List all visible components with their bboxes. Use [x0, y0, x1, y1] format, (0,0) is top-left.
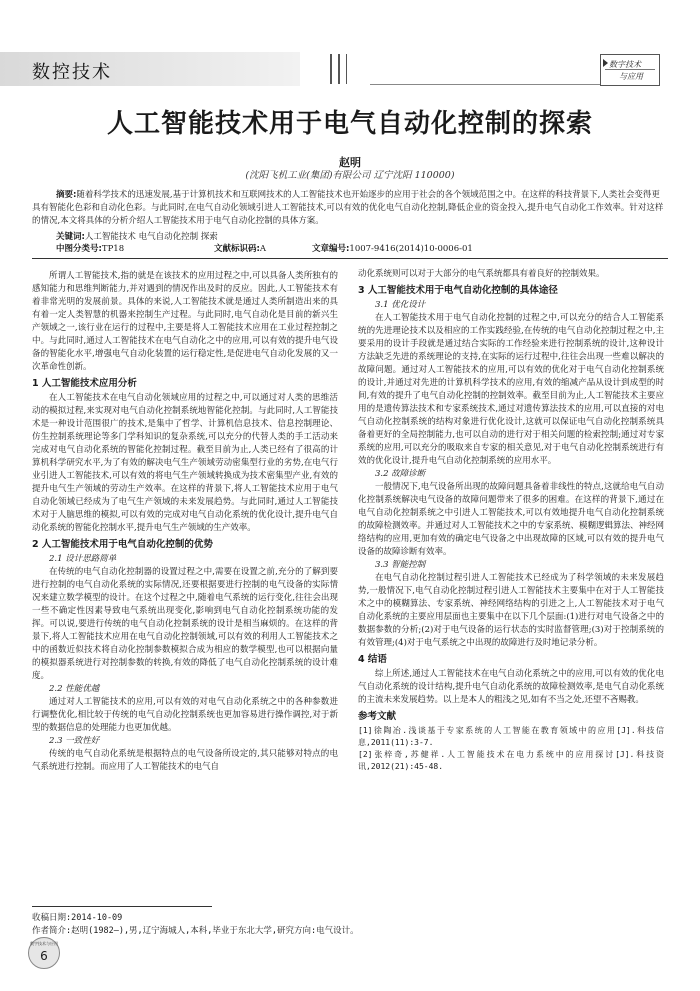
footnote-rule — [32, 906, 212, 907]
section-2-3-paragraph: 传统的电气自动化系统是根据特点的电气设备所设定的,其只能够对特点的电气系统进行控制。而应用了人工智能技术的电气自 — [32, 749, 338, 772]
section-2-heading: 2 人工智能技术用于电气自动化控制的优势 — [32, 539, 213, 550]
play-arrow-icon — [603, 59, 608, 67]
references-heading: 参考文献 — [358, 711, 397, 722]
section-3-1-paragraph: 在人工智能技术用于电气自动化控制的过程之中,可以充分的结合人工智能系统的先进理论技术以及相应的工作实践经验,在传统的电气自动化控制过程之中,主要采用的设计手段就是通过结合实际的工作经验来进行控制系统的设计,这种设计方法缺乏先进的系统理论的支持,在实际的运行过程中,往往会出现一些难以解决的故障问题。通过对人工智能技术的应用,可以有效的优化对于电气自动化控制系统的设计,并通过对先进的计算机科学技术的应用,有效的缩减产品从设计到成型的时间,有效的提升了电气自动化控制的控制效率。截至目前为止,人工智能技术主要应用的是遗传算法技术和专家系统技术,通过对遗传算法技术的应用,可以直接的对电气自动化控制系统的结构对象进行优化设计,这就可以保证电气自动化控制系统具备着更好的全局控制能力,也可以自动的进行对于相关问题的检索控制;通过对专家系统的应用,可以充分的吸取来自专家的相关意见,对于电气自动化控制系统进行有效的优化设计,提升电气自动化控制系统的应用水平。 — [358, 313, 664, 466]
section-3-3-paragraph: 在电气自动化控制过程引进人工智能技术已经成为了科学领域的未来发展趋势,一般情况下,电气自动化控制过程引进人工智能技术主要集中在对于人工智能技术之中的模糊算法、专家系统、神经网络结构的引进之上,人工智能技术对于电气自动化系统的主要应用层面也主要集中在以下几个层面:(1)进行对电气设备之中的数据参数的分析;(2)对于电气设备的运行状态的实时监督管理;(3)对于控制系统的有效管理;(4)对于电气系统之中出现的故障进行及时地记录分析。 — [358, 573, 664, 648]
reference-item: [2]张梓奇,苏健祥.人工智能技术在电力系统中的应用探讨[J].科技资讯,2012(21):45-48. — [358, 750, 664, 771]
section-2-1-heading: 2.1 设计思路简单 — [49, 554, 117, 564]
reference-item: [1]徐陶冶.浅谈基于专家系统的人工智能在教育领域中的应用[J].科技信息,2011(11):3-7. — [358, 726, 664, 747]
section-3-heading: 3 人工智能技术用于电气自动化控制的具体途径 — [358, 285, 558, 296]
page-number: 6 — [40, 949, 48, 963]
doc-code-label: 文献标识码: — [214, 244, 260, 254]
clc-number — [56, 242, 124, 254]
logo-line1: 数字技术 — [609, 60, 641, 69]
section-2-3-heading: 2.3 一致性好 — [49, 736, 100, 746]
section-3-2-heading: 3.2 故障诊断 — [375, 469, 426, 479]
left-column — [32, 270, 338, 774]
received-date: 收稿日期:2014-10-09 — [32, 913, 123, 923]
clc-value: TP18 — [101, 244, 125, 254]
journal-logo — [600, 54, 660, 86]
section-2-2-paragraph: 通过对人工智能技术的应用,可以有效的对电气自动化系统之中的各种参数进行调整优化,相比较于传统的电气自动化控制系统也更加容易进行操作调控,对于新型的数据信息的处理能力也更加优越。 — [32, 697, 338, 733]
section-1-heading: 1 人工智能技术应用分析 — [32, 378, 137, 389]
section-3-1-heading: 3.1 优化设计 — [375, 300, 426, 310]
article-number — [312, 242, 473, 254]
section-1-paragraph: 在人工智能技术在电气自动化领域应用的过程之中,可以通过对人类的思维活动的模拟过程,来实现对电气自动化控制系统地智能化控制。与此同时,人工智能技术是一种设计范围很广的技术,是集中了哲学、计算机信息技术、信息控制理论、仿生控制系统理论等多门学科知识的复杂系统,可以充分的代替人类的手工活动来完成对电气自动化系统的智能化控制过程。截至目前为止,人类已经有了很高的计算机科学研究水平,为了有效的解决电气生产领域劳动密集型行业的劣势,在电气行业引进人工智能技术,可以有效的将电气生产领域转换成为技术密集型产业,有效的提升电气生产领域的劳动生产效率。在这样的背景下,将人工智能技术应用于电气自动化领域已经成为了电气生产领域的未来发展趋势。与此同时,通过人工智能技术对于人脑思维的模拟,可以有效的完成对电气自动化系统的优化设计,提升电气自动化系统的智能化控制水平,提升电气生产领域的生产效率。 — [32, 393, 338, 533]
clc-label: 中图分类号: — [56, 244, 102, 254]
section-2-2-heading: 2.2 性能优越 — [49, 684, 100, 694]
abstract — [32, 189, 668, 228]
section-3-2-paragraph: 一般情况下,电气设备所出现的故障问题具备着非线性的特点,这就给电气自动化控制系统解决电气设备的故障问题带来了很多的困难。在这样的背景下,通过在电气自动化控制系统之中引进人工智能技术,可以有效地提升电气自动化控制系统的故障检测效率。并通过对人工智能技术之中的专家系统、模糊逻辑算法、神经网络结构的应用,更加有效的确定电气设备之中出现故障的区域,可以有效的提升电气设备的故障诊断有效率。 — [358, 482, 665, 557]
section-title: 数控技术 — [32, 62, 112, 83]
article-no-value: 1007-9416(2014)10-0006-01 — [349, 244, 473, 254]
doc-code — [214, 242, 266, 254]
article-title: 人工智能技术用于电气自动化控制的探索 — [106, 109, 593, 139]
logo-line2: 与应用 — [619, 72, 643, 81]
intro-paragraph: 所谓人工智能技术,指的就是在该技术的应用过程之中,可以具备人类所独有的感知能力和思维判断能力,并对遇到的情况作出及时的反应。因此,人工智能技术有着非常光明的发展前景。具体的来说,人工智能技术就是通过人类所制造出来的具有着一定人类智慧的机器来控制生产过程。与此同时,电气自动化是目前的新兴生产领域之一,该行业在运行的过程中,主要是将人工智能技术应用在工业过程控制之中。与此同时,通过人工智能技术在电气自动化之中的应用,可以有效的提升电气设备的智能化水平,增强电气自动化装置的运行稳定性,是促进电气自动化发展的又一次革命性创新。 — [32, 271, 338, 372]
abstract-label: 摘要: — [56, 190, 77, 200]
section-4-heading: 4 结语 — [358, 654, 387, 665]
author-bio: 作者简介:赵明(1982—),男,辽宁海城人,本科,毕业于东北大学,研究方向:电气设计。 — [32, 926, 359, 936]
keywords-text: 人工智能技术 电气自动化控制 探索 — [84, 232, 218, 242]
author-name: 赵明 — [339, 156, 361, 169]
header-divider — [32, 258, 668, 259]
section-2-1-paragraph: 在传统的电气自动化控制器的设置过程之中,需要在设置之前,充分的了解到要进行控制的电气自动化系统的实际情况,还要根据要进行控制的电气设备的实际情况来建立数学模型的设计。在这个过程之中,随着电气系统的运行变化,往往会出现一些不确定性因素导致电气系统出现变化,影响到电气自动化控制系统功能的发挥。可以说,要进行传统的电气自动化控制系统的设计是相当麻烦的。在这样的背景下,将人工智能技术应用在电气自动化控制领域,可以有效的利用人工智能技术之中的函数近似技术将自动化控制参数模拟合成为相应的数学模型,也可以根据向量的模拟器系统进行对控制参数的转换,有效的降低了电气自动化控制系统的设计难度。 — [32, 567, 338, 681]
author-affiliation: (沈阳飞机工业(集团)有限公司 辽宁沈阳 110000) — [245, 170, 455, 181]
keywords — [56, 230, 218, 242]
header-bars-decoration — [328, 54, 368, 84]
header-rule — [370, 84, 600, 85]
abstract-text: 随着科学技术的迅速发展,基于计算机技术和互联网技术的人工智能技术也开始逐步的应用于社会的各个领域范围之中。在这样的科技背景下,人类社会变得更具有智能化色彩和自动化色彩。与此同时,在电气自动化领域引进人工智能技术,可以有效的优化电气自动化控制,降低企业的资金投入,提升电气自动化工作效率。针对这样的情况,本文将具体的分析介绍人工智能技术用于电气自动化控制的具体方案。 — [32, 190, 664, 226]
page-number-badge — [28, 937, 60, 969]
right-column — [358, 268, 664, 773]
section-4-paragraph: 综上所述,通过人工智能技术在电气自动化系统之中的应用,可以有效的优化电气自动化系统的设计结构,提升电气自动化系统的故障检测效率,是电气自动化系统的主流未来发展趋势。以上是本人的粗浅之见,如有不当之处,还望不吝赐教。 — [358, 669, 664, 705]
keywords-label: 关键词: — [56, 232, 85, 242]
badge-text: 数字技术与应用 — [30, 941, 58, 946]
doc-code-value: A — [259, 244, 267, 254]
continued-paragraph: 动化系统则可以对于大部分的电气系统都具有着良好的控制效果。 — [358, 269, 605, 279]
section-3-3-heading: 3.3 智能控制 — [375, 560, 426, 570]
article-no-label: 文章编号: — [312, 244, 350, 254]
